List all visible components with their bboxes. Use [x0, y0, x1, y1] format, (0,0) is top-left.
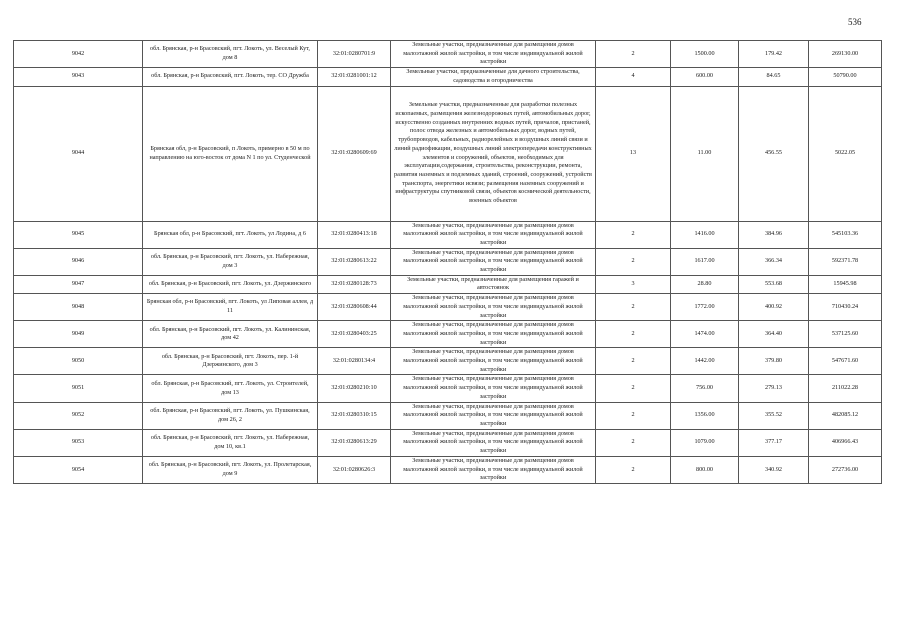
- cadastral-registry-table: [13, 40, 882, 484]
- land-use-description-cell: Земельные участки, предназначенные для размещения домов малоэтажной жилой застройки, в том числе индивидуальной жилой застройки: [391, 375, 596, 402]
- cadastral-value-cell: 15945.98: [809, 275, 882, 293]
- page-number: 536: [848, 17, 862, 27]
- cadastral-value-cell: 592371.78: [809, 248, 882, 275]
- area-cell: 600.00: [671, 68, 739, 86]
- row-number-cell: 9045: [14, 221, 143, 248]
- area-cell: 28.80: [671, 275, 739, 293]
- area-cell: 1617.00: [671, 248, 739, 275]
- land-use-description-cell: Земельные участки, предназначенные для дачного строительства, садоводства и огородничества: [391, 68, 596, 86]
- address-cell: обл. Брянская, р-н Брасовский, пгт. Локоть, ул. Веселый Кут, дом 8: [143, 41, 318, 68]
- cadastral-value-cell: 547671.60: [809, 348, 882, 375]
- address-cell: обл. Брянская, р-н Брасовский, пгт. Локоть, ул. Пролетарская, дом 9: [143, 456, 318, 483]
- specific-value-cell: 456.55: [739, 86, 809, 221]
- land-use-description-cell: Земельные участки, предназначенные для размещения домов малоэтажной жилой застройки, в том числе индивидуальной жилой застройки: [391, 402, 596, 429]
- cadastral-value-cell: 272736.00: [809, 456, 882, 483]
- row-number-cell: 9042: [14, 41, 143, 68]
- row-number-cell: 9046: [14, 248, 143, 275]
- group-number-cell: 3: [596, 275, 671, 293]
- area-cell: 1474.00: [671, 321, 739, 348]
- cadastral-number-cell: 32:01:0280128:73: [318, 275, 391, 293]
- specific-value-cell: 377.17: [739, 429, 809, 456]
- land-use-description-cell: Земельные участки, предназначенные для размещения домов малоэтажной жилой застройки, в том числе индивидуальной жилой застройки: [391, 456, 596, 483]
- table-row: [14, 429, 882, 456]
- specific-value-cell: 553.68: [739, 275, 809, 293]
- table-row: [14, 41, 882, 68]
- group-number-cell: 2: [596, 248, 671, 275]
- row-number-cell: 9048: [14, 294, 143, 321]
- row-number-cell: 9054: [14, 456, 143, 483]
- address-cell: Брянская обл, р-н Брасовский, пгт. Локоть, ул Лодина, д 6: [143, 221, 318, 248]
- cadastral-number-cell: 32:01:0280613:29: [318, 429, 391, 456]
- group-number-cell: 13: [596, 86, 671, 221]
- address-cell: обл. Брянская, р-н Брасовский, пгт. Локоть, тер. СО Дружба: [143, 68, 318, 86]
- address-cell: обл. Брянская, р-н Брасовский, пгт. Локоть, ул. Дзержинского: [143, 275, 318, 293]
- group-number-cell: 2: [596, 402, 671, 429]
- table-row: [14, 68, 882, 86]
- area-cell: 11.00: [671, 86, 739, 221]
- table-row: [14, 402, 882, 429]
- area-cell: 756.00: [671, 375, 739, 402]
- cadastral-number-cell: 32:01:0280609:69: [318, 86, 391, 221]
- table-row: [14, 221, 882, 248]
- land-use-description-cell: Земельные участки, предназначенные для размещения домов малоэтажной жилой застройки, в том числе индивидуальной жилой застройки: [391, 348, 596, 375]
- specific-value-cell: 366.34: [739, 248, 809, 275]
- cadastral-value-cell: 50790.00: [809, 68, 882, 86]
- specific-value-cell: 279.13: [739, 375, 809, 402]
- area-cell: 1442.00: [671, 348, 739, 375]
- land-use-description-cell: Земельные участки, предназначенные для размещения домов малоэтажной жилой застройки, в том числе индивидуальной жилой застройки: [391, 294, 596, 321]
- area-cell: 1079.00: [671, 429, 739, 456]
- specific-value-cell: 400.92: [739, 294, 809, 321]
- group-number-cell: 2: [596, 456, 671, 483]
- land-use-description-cell: Земельные участки, предназначенные для размещения домов малоэтажной жилой застройки, в том числе индивидуальной жилой застройки: [391, 41, 596, 68]
- specific-value-cell: 84.65: [739, 68, 809, 86]
- cadastral-value-cell: 537125.60: [809, 321, 882, 348]
- row-number-cell: 9052: [14, 402, 143, 429]
- cadastral-number-cell: 32:01:0280210:10: [318, 375, 391, 402]
- cadastral-value-cell: 211022.28: [809, 375, 882, 402]
- group-number-cell: 2: [596, 294, 671, 321]
- area-cell: 1356.00: [671, 402, 739, 429]
- address-cell: обл. Брянская, р-н Брасовский, пгт. Локоть, ул. Набережная, дом 3: [143, 248, 318, 275]
- address-cell: Брянская обл, р-н Брасовский, пгт. Локоть, ул Липовая аллея, д 11: [143, 294, 318, 321]
- specific-value-cell: 364.40: [739, 321, 809, 348]
- specific-value-cell: 384.96: [739, 221, 809, 248]
- land-use-description-cell: Земельные участки, предназначенные для разработки полезных ископаемых, размещения железнодорожных путей, автомобильных дорог, искусственно созданных внутренних водных путей, причалов, пристаней, полос отвода железных и автомобильных дорог, водных путей, трубопроводов, кабельных, радиорелейных и воздушных линий связи и линий радиофикации, воздушных линий электропередачи конструктивных элементов и сооружений, объектов, необходимых для эксплуатации,содержания, строительства, реконструкции, ремонта, развития наземных и подземных зданий, строений, сооружений, устройств транспорта, энергетики исвязи; размещения наземных сооружений и инфраструктуры спутниковой связи, объектов космической деятельности, военных объектов: [391, 86, 596, 221]
- land-use-description-cell: Земельные участки, предназначенные для размещения домов малоэтажной жилой застройки, в том числе индивидуальной жилой застройки: [391, 321, 596, 348]
- specific-value-cell: 340.92: [739, 456, 809, 483]
- cadastral-number-cell: 32:01:0280310:15: [318, 402, 391, 429]
- cadastral-number-cell: 32:01:0280626:3: [318, 456, 391, 483]
- specific-value-cell: 179.42: [739, 41, 809, 68]
- table-row: [14, 348, 882, 375]
- address-cell: обл. Брянская, р-н Брасовский, пгт. Локоть, ул. Калининская, дом 42: [143, 321, 318, 348]
- area-cell: 800.00: [671, 456, 739, 483]
- cadastral-number-cell: 32:01:0281001:12: [318, 68, 391, 86]
- row-number-cell: 9051: [14, 375, 143, 402]
- row-number-cell: 9043: [14, 68, 143, 86]
- table-row: [14, 456, 882, 483]
- group-number-cell: 2: [596, 41, 671, 68]
- land-use-description-cell: Земельные участки, предназначенные для размещения гаражей и автостоянок: [391, 275, 596, 293]
- address-cell: обл. Брянская, р-н Брасовский, пгт. Локоть, ул. Строителей, дом 13: [143, 375, 318, 402]
- row-number-cell: 9044: [14, 86, 143, 221]
- cadastral-value-cell: 406966.43: [809, 429, 882, 456]
- cadastral-value-cell: 5022.05: [809, 86, 882, 221]
- address-cell: обл. Брянская, р-н Брасовский, пгт. Локоть, пер. 1-й Дзержинского, дом 3: [143, 348, 318, 375]
- group-number-cell: 4: [596, 68, 671, 86]
- row-number-cell: 9049: [14, 321, 143, 348]
- table-row: [14, 86, 882, 221]
- cadastral-value-cell: 482085.12: [809, 402, 882, 429]
- row-number-cell: 9050: [14, 348, 143, 375]
- land-use-description-cell: Земельные участки, предназначенные для размещения домов малоэтажной жилой застройки, в том числе индивидуальной жилой застройки: [391, 429, 596, 456]
- cadastral-number-cell: 32:01:0280608:44: [318, 294, 391, 321]
- cadastral-value-cell: 710430.24: [809, 294, 882, 321]
- group-number-cell: 2: [596, 348, 671, 375]
- table-row: [14, 294, 882, 321]
- land-use-description-cell: Земельные участки, предназначенные для размещения домов малоэтажной жилой застройки, в том числе индивидуальной жилой застройки: [391, 221, 596, 248]
- cadastral-number-cell: 32:01:0280613:22: [318, 248, 391, 275]
- row-number-cell: 9047: [14, 275, 143, 293]
- specific-value-cell: 355.52: [739, 402, 809, 429]
- specific-value-cell: 379.80: [739, 348, 809, 375]
- address-cell: обл. Брянская, р-н Брасовский, пгт. Локоть, ул. Набережная, дом 10, кв.1: [143, 429, 318, 456]
- table-row: [14, 248, 882, 275]
- cadastral-number-cell: 32:01:0280134:4: [318, 348, 391, 375]
- area-cell: 1500.00: [671, 41, 739, 68]
- row-number-cell: 9053: [14, 429, 143, 456]
- address-cell: Брянская обл, р-н Брасовский, п Локоть, примерно в 50 м по направлению на юго-восток от дома N 1 по ул. Студенческой: [143, 86, 318, 221]
- group-number-cell: 2: [596, 321, 671, 348]
- table-row: [14, 275, 882, 293]
- table-row: [14, 321, 882, 348]
- group-number-cell: 2: [596, 221, 671, 248]
- cadastral-number-cell: 32:01:0280403:25: [318, 321, 391, 348]
- area-cell: 1416.00: [671, 221, 739, 248]
- group-number-cell: 2: [596, 429, 671, 456]
- address-cell: обл. Брянская, р-н Брасовский, пгт. Локоть, ул. Пушкинская, дом 26, 2: [143, 402, 318, 429]
- table-row: [14, 375, 882, 402]
- group-number-cell: 2: [596, 375, 671, 402]
- cadastral-number-cell: 32:01:0280413:18: [318, 221, 391, 248]
- cadastral-value-cell: 269130.00: [809, 41, 882, 68]
- area-cell: 1772.00: [671, 294, 739, 321]
- cadastral-number-cell: 32:01:0280701:9: [318, 41, 391, 68]
- cadastral-value-cell: 545103.36: [809, 221, 882, 248]
- land-use-description-cell: Земельные участки, предназначенные для размещения домов малоэтажной жилой застройки, в том числе индивидуальной жилой застройки: [391, 248, 596, 275]
